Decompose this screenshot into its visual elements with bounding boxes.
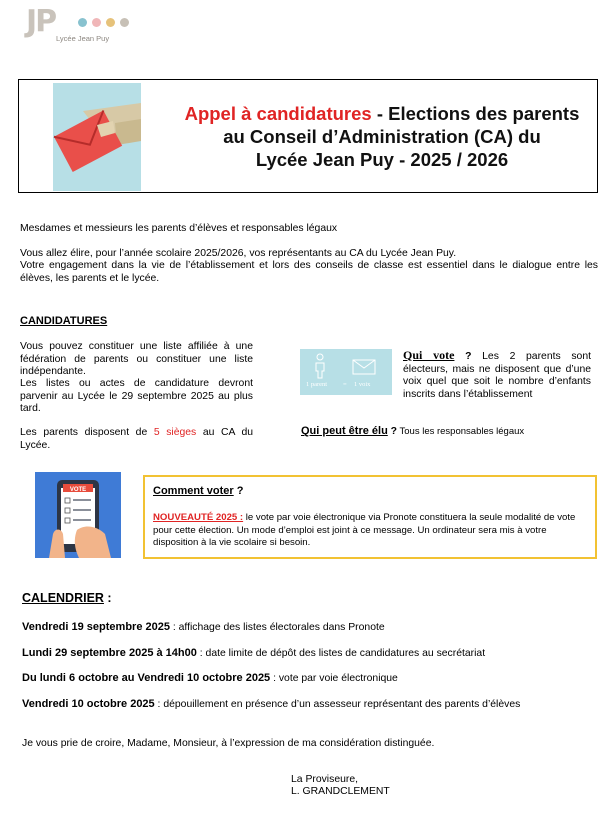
qui-elu-paragraph	[301, 425, 601, 439]
calendar-item-text: : date limite de dépôt des listes de candidatures au secrétariat	[196, 648, 486, 659]
graphic-left-label: 1 parent	[306, 381, 328, 388]
nouveaute-label: NOUVEAUTÉ 2025 :	[153, 512, 244, 523]
qui-elu-text: Tous les responsables légaux	[397, 426, 525, 437]
seats-text-after: au CA du Lycée.	[20, 427, 254, 451]
title-line-3: Lycée Jean Puy - 2025 / 2026	[255, 149, 509, 170]
comment-voter-text	[153, 512, 589, 550]
qui-elu-mark: ?	[387, 426, 398, 437]
logo-dot-4	[120, 18, 129, 27]
candidatures-paragraph-2: Les listes ou actes de candidature devront parvenir au Lycée le 29 septembre 2025 au plus tard.	[20, 378, 253, 414]
signature-name: L. GRANDCLEMENT	[291, 786, 390, 797]
one-parent-one-vote-graphic	[300, 349, 392, 395]
candidatures-paragraph-1: Vous pouvez constituer une liste affiliée à une fédération de parents ou constituer une liste indépendante.	[20, 341, 253, 377]
calendar-item	[22, 698, 520, 711]
school-logo	[26, 6, 126, 42]
qui-elu-label: Qui peut être élu	[301, 425, 388, 437]
phone-vote-illustration	[35, 472, 121, 558]
logo-dot-3	[106, 18, 115, 27]
envelope-hand-illustration	[53, 83, 141, 191]
comment-voter-heading: Comment voter	[153, 485, 234, 497]
qui-vote-paragraph	[403, 349, 591, 401]
comment-voter-box	[143, 475, 597, 559]
qui-vote-mark: ?	[454, 351, 472, 362]
calendar-item-text: : dépouillement en présence d’un assesseur représentant des parents d’élèves	[154, 699, 521, 710]
signature-role: La Proviseure,	[291, 774, 358, 785]
title-red: Appel à candidatures	[184, 103, 372, 124]
qui-vote-text: Les 2 parents sont électeurs, mais ne disposent que d’une voix quel que soit le nombre d’enfants inscrits dans l’établissement	[403, 351, 591, 400]
graphic-right-label: 1 voix	[354, 381, 371, 388]
closing-sentence: Je vous prie de croire, Madame, Monsieur, à l’expression de ma considération distinguée.	[22, 738, 435, 749]
candidatures-paragraph-3	[20, 427, 253, 452]
calendar-item	[22, 672, 398, 685]
phone-vote-banner: VOTE	[69, 487, 87, 493]
logo-dot-1	[78, 18, 87, 27]
logo-mark: JP	[26, 4, 56, 39]
intro-paragraph-1: Vous allez élire, pour l’année scolaire 2025/2026, vos représentants au CA du Lycée Jean Puy.	[20, 248, 457, 259]
envelope-icon	[352, 359, 376, 375]
calendar-item-text: : vote par voie électronique	[270, 673, 398, 684]
calendar-item-date: Du lundi 6 octobre au Vendredi 10 octobre 2025	[22, 672, 271, 684]
logo-dot-2	[92, 18, 101, 27]
calendar-heading-line	[22, 591, 112, 605]
title-rest: - Elections des parents	[371, 103, 580, 124]
intro-paragraph-2: Votre engagement dans la vie de l’établissement et lors des conseils de classe est essentiel dans le dialogue entre les élèves, les parents et le lycée.	[20, 260, 598, 284]
section-heading-candidatures: CANDIDATURES	[20, 315, 108, 327]
calendar-item-text: : affichage des listes électorales dans Pronote	[169, 622, 385, 633]
calendar-item	[22, 647, 485, 660]
title-line-2: au Conseil d’Administration (CA) du	[223, 126, 541, 147]
comment-voter-body: le vote par voie électronique via Pronote constituera la seule modalité de vote pour cette élection. Un mode d’emploi est joint à ce message. Un ordinateur sera mis à votre disposition à la vie scolaire si besoin.	[153, 512, 576, 548]
calendar-item	[22, 621, 385, 634]
banner-title	[167, 102, 597, 171]
calendar-heading-mark: :	[103, 591, 112, 605]
seats-text-before: Les parents disposent de	[20, 427, 154, 438]
calendar-item-date: Vendredi 19 septembre 2025	[22, 621, 170, 633]
title-banner	[18, 79, 598, 193]
greeting: Mesdames et messieurs les parents d’élèves et responsables légaux	[20, 223, 338, 234]
logo-school-name: Lycée Jean Puy	[56, 34, 110, 43]
qui-vote-label: Qui vote	[403, 348, 455, 362]
comment-voter-mark: ?	[233, 485, 244, 497]
graphic-equals: =	[343, 381, 347, 388]
person-icon	[314, 353, 326, 379]
calendar-heading: CALENDRIER	[22, 591, 104, 605]
calendar-item-date: Vendredi 10 octobre 2025	[22, 698, 155, 710]
calendar-item-date: Lundi 29 septembre 2025 à 14h00	[22, 647, 197, 659]
comment-voter-heading-line	[153, 485, 243, 497]
seats-count: 5 sièges	[153, 427, 197, 438]
